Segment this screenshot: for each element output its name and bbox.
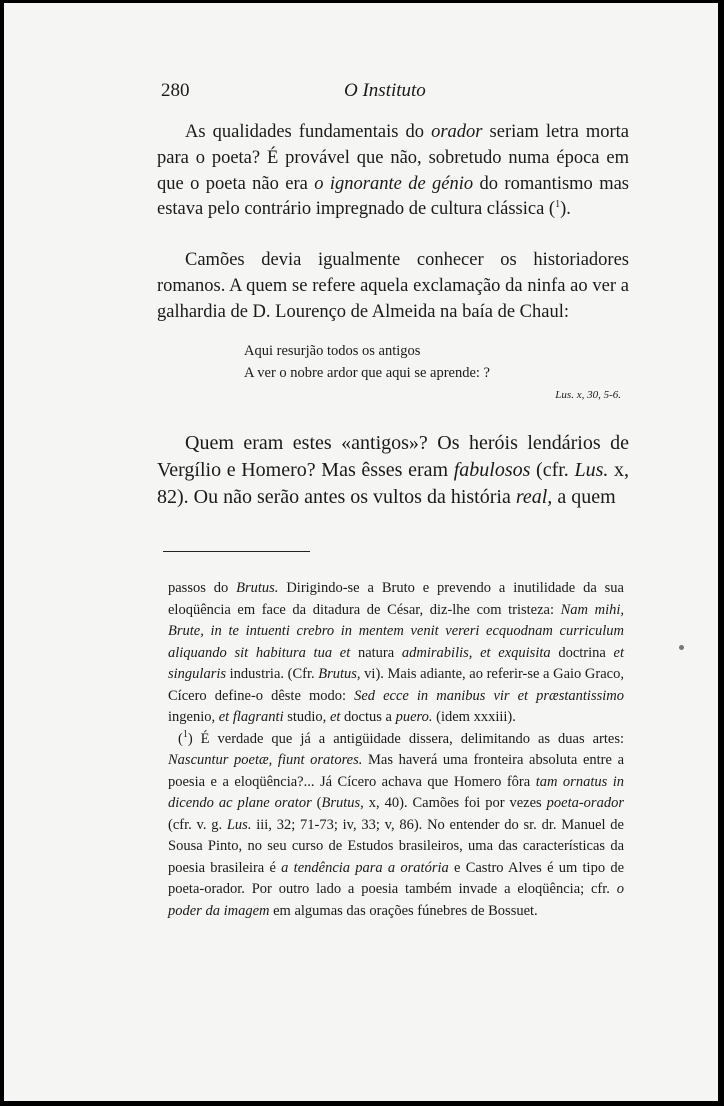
body-text bbox=[157, 120, 629, 511]
italic-run: real, bbox=[515, 485, 553, 508]
text-run: x, 82). Ou não serão antes os vultos da história bbox=[157, 458, 629, 508]
text-run: em algumas das orações fúnebres de Bossuet. bbox=[269, 902, 538, 919]
text-run: do romantismo mas estava pelo contrário impregnado de cultura clássica ( bbox=[157, 173, 629, 220]
paragraph-2: Camões devia igualmente conhecer os historiadores romanos. A quem se refere aquela exclamação da ninfa ao ver a galhardia de D. Lourenço de Almeida na baía de Chaul: bbox=[157, 250, 629, 322]
ink-speck bbox=[679, 645, 684, 650]
running-title: O Instituto bbox=[344, 80, 426, 101]
text-run: passos do bbox=[168, 580, 237, 596]
text-run: seriam letra morta para o poeta? É provável que não, sobretudo numa época em que o poeta não era bbox=[157, 122, 629, 194]
paragraph-1 bbox=[157, 120, 629, 223]
text-run: ingenio, bbox=[168, 709, 219, 725]
verse-reference: Lus. x, 30, 5-6. bbox=[555, 388, 621, 401]
page-header bbox=[4, 80, 718, 104]
text-run: Dirigindo-se a Bruto e prevendo a inutilidade da sua eloqüência em face da ditadura de César, diz-lhe com tristeza: bbox=[168, 580, 624, 618]
paragraph-3 bbox=[157, 430, 629, 511]
page-number: 280 bbox=[161, 80, 190, 101]
text-run: Mas haverá uma fronteira absoluta entre a poesia e a eloqüência?... Já Cícero achava que Homero fôra bbox=[168, 752, 624, 790]
italic-run: poeta-orador bbox=[546, 795, 624, 811]
italic-run: et singularis bbox=[168, 644, 625, 682]
italic-run: Lus. bbox=[574, 458, 609, 481]
italic-run: puero. bbox=[395, 709, 433, 725]
footnote-continuation bbox=[168, 578, 624, 729]
footnote-separator bbox=[163, 551, 310, 552]
italic-run: o poder da imagem bbox=[168, 881, 624, 919]
text-run: iii, 32; 71-73; iv, 33; v, 86). No entender do sr. dr. Manuel de Sousa Pinto, no seu curso de Estudos brasileiros, uma das características da poesia brasileira é bbox=[168, 816, 624, 876]
text-run: Quem eram estes «antigos»? Os heróis lendários de Vergílio e Homero? Mas êsses eram bbox=[157, 431, 629, 481]
italic-run: orador bbox=[431, 122, 483, 142]
verse-line-2: A ver o nobre ardor que aqui se aprende: ? bbox=[244, 364, 490, 381]
italic-run: admirabilis, et exquisita bbox=[401, 644, 551, 661]
text-run: doctrina bbox=[550, 644, 614, 661]
text-run: natura bbox=[350, 644, 402, 661]
italic-run: tam ornatus in dicendo ac plane orator bbox=[168, 773, 625, 811]
text-run: industria. (Cfr. bbox=[226, 666, 319, 682]
text-run: É verdade que já a antigüidade dissera, delimitando as duas artes: bbox=[192, 730, 624, 747]
footnote-reference: 1 bbox=[555, 199, 561, 211]
text-run: As qualidades fundamentais do bbox=[185, 122, 432, 142]
italic-run: Brutus. bbox=[236, 580, 279, 596]
italic-run: a tendência para a oratória bbox=[281, 859, 449, 876]
text-run: doctus a bbox=[340, 709, 396, 725]
italic-run: Nam mihi, Brute, in te intuenti crebro in mentem venit vereri ecquodnam curriculum aliquando sit habitura tua et bbox=[168, 601, 625, 661]
text-run: (cfr. bbox=[530, 458, 575, 481]
italic-run: o ignorante de génio bbox=[314, 173, 474, 194]
italic-run: Brutus, bbox=[321, 795, 364, 811]
text-run: a quem bbox=[552, 485, 616, 508]
footnotes bbox=[168, 578, 624, 922]
verse-quotation bbox=[244, 340, 629, 404]
text-run: (cfr. v. g. bbox=[168, 816, 227, 833]
text-run: e Castro Alves é um tipo de poeta-orador. Por outro lado a poesia também invade a eloqüência; cfr. bbox=[168, 859, 625, 897]
footnote-marker: 1 bbox=[182, 728, 188, 740]
verse-line-1: Aqui resurjão todos os antigos bbox=[244, 342, 421, 359]
text-run: ( bbox=[311, 795, 322, 811]
italic-run: Sed ecce in manibus vir et præstantissimo bbox=[354, 687, 624, 704]
italic-run: fabulosos bbox=[453, 458, 531, 481]
italic-run: Brutus, bbox=[318, 666, 361, 682]
italic-run: et flagranti bbox=[218, 709, 284, 725]
book-page bbox=[4, 3, 718, 1101]
text-run: studio, bbox=[283, 709, 330, 725]
italic-run: Nascuntur poetæ, fiunt oratores. bbox=[168, 752, 363, 768]
italic-run: Lus. bbox=[226, 816, 252, 833]
text-run: x, 40). Camões foi por vezes bbox=[363, 795, 547, 811]
italic-run: et bbox=[329, 709, 341, 725]
footnote-1: ($^1$) É verdade que já a antigüidade dissera, delimitando as duas artes: Nascuntur poetæ, fiunt oratores. Mas haverá uma fronteira absoluta entre a poesia e a eloqüência?... Já Cícero achava que Homero fôra tam ornatus in dicendo ac plane orator (Brutus, x, 40). Camões foi por vezes poeta-orador (cfr. v. g. Lus. iii, 32; 71-73; iv, 33; v, 86). No entender do sr. dr. Manuel de Sousa Pinto, no seu curso de Estudos brasileiros, uma das características da poesia brasileira é a tendência para a oratória e Castro Alves é um tipo de poeta-orador. Por outro lado a poesia também invade a eloqüência; cfr. o poder da imagem em algumas das orações fúnebres de Bossuet. bbox=[168, 728, 625, 919]
text-run: vi). Mais adiante, ao referir-se a Gaio Graco, Cícero define-o dêste modo: bbox=[168, 666, 624, 704]
text-run: ). bbox=[560, 199, 571, 220]
text-run: (idem xxxiii). bbox=[432, 709, 516, 725]
